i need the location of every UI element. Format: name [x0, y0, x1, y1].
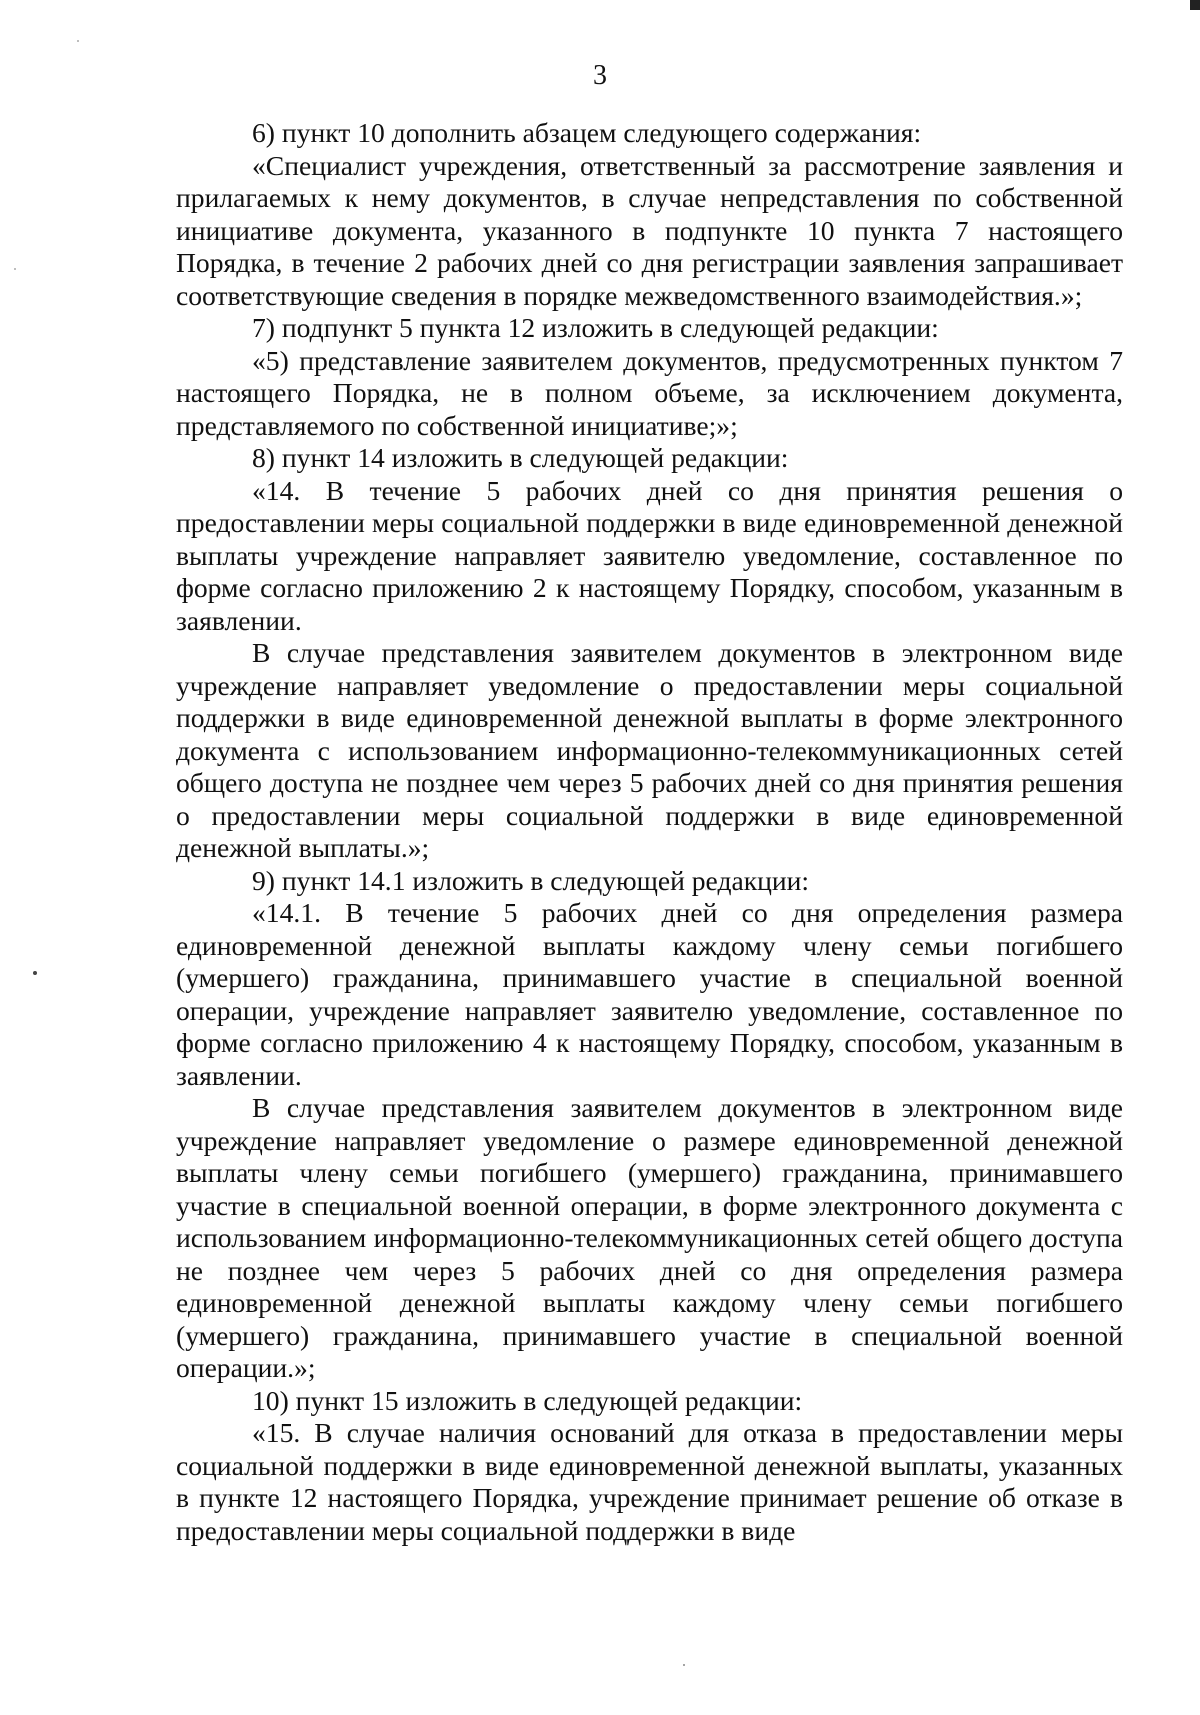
scan-speck — [683, 1664, 685, 1666]
document-body — [176, 117, 1123, 1547]
scan-speck — [77, 40, 79, 42]
paragraph-item-7-text: «5) представление заявителем документов, предусмотренных пунктом 7 настоящего Порядка, не в полном объеме, за исключением документа, представляемого по собственной инициативе;»; — [176, 344, 1123, 441]
paragraph-item-8-electronic: В случае представления заявителем документов в электронном виде учреждение направляет уведомление о предоставлении меры социальной поддержки в виде единовременной денежной выплаты в форме электронного документа с использованием информационно-телекоммуникационных сетей общего доступа не позднее чем через 5 рабочих дней со дня принятия решения о предоставлении меры социальной поддержки в виде единовременной денежной выплаты.»; — [176, 637, 1123, 863]
paragraph-item-6-text: «Специалист учреждения, ответственный за рассмотрение заявления и прилагаемых к нему документов, в случае непредставления по собственной инициативе документа, указанного в подпункте 10 пункта 7 настоящего Порядка, в течение 2 рабочих дней со дня регистрации заявления запрашивает соответствующие сведения в порядке межведомственного взаимодействия.»; — [176, 149, 1123, 311]
paragraph-item-8-heading: 8) пункт 14 изложить в следующей редакции: — [252, 442, 789, 473]
scan-corner-mark — [1190, 0, 1200, 10]
paragraph-item-6-heading: 6) пункт 10 дополнить абзацем следующего содержания: — [252, 117, 922, 148]
paragraph-item-8-text: «14. В течение 5 рабочих дней со дня принятия решения о предоставлении меры социальной поддержки в виде единовременной денежной выплаты учреждение направляет заявителю уведомление, составленное по форме согласно приложению 2 к настоящему Порядку, способом, указанным в заявлении. — [176, 474, 1123, 636]
paragraph-item-10-text: «15. В случае наличия оснований для отказа в предоставлении меры социальной поддержки в виде единовременной денежной выплаты, указанных в пункте 12 настоящего Порядка, учреждение принимает решение об отказе в предоставлении меры социальной поддержки в виде — [176, 1417, 1123, 1546]
scan-speck — [33, 971, 37, 975]
paragraph-item-9-text: «14.1. В течение 5 рабочих дней со дня определения размера единовременной денежной выплаты каждому члену семьи погибшего (умершего) гражданина, принимавшего участие в специальной военной операции, учреждение направляет заявителю уведомление, составленное по форме согласно приложению 4 к настоящему Порядку, способом, указанным в заявлении. — [176, 897, 1123, 1091]
paragraph-item-9-heading: 9) пункт 14.1 изложить в следующей редакции: — [252, 864, 810, 896]
paragraph-item-9-electronic: В случае представления заявителем документов в электронном виде учреждение направляет уведомление о размере единовременной денежной выплаты члену семьи погибшего (умершего) гражданина, принимавшего участие в специальной военной операции, в форме электронного документа с использованием информационно-телекоммуникационных сетей общего доступа не позднее чем через 5 рабочих дней со дня определения размера единовременной денежной выплаты каждому члену семьи погибшего (умершего) гражданина, принимавшего участие в специальной военной операции.»; — [176, 1092, 1123, 1383]
page-number: 3 — [593, 60, 607, 91]
paragraph-item-10-heading: 10) пункт 15 изложить в следующей редакции: — [252, 1384, 803, 1416]
paragraph-item-7-heading: 7) подпункт 5 пункта 12 изложить в следующей редакции: — [252, 312, 939, 343]
scan-speck — [14, 268, 16, 270]
